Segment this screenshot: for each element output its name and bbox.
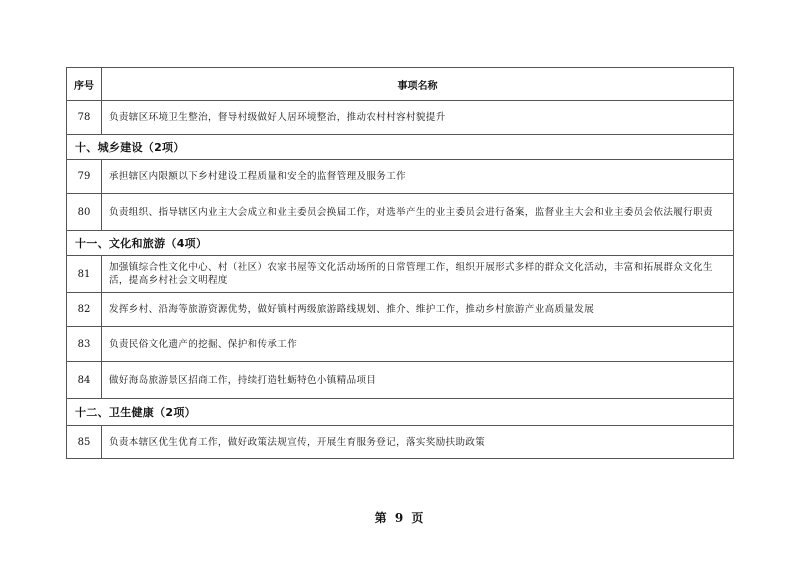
row-text: 做好海岛旅游景区招商工作，持续打造牡蛎特色小镇精品项目 [102,362,734,399]
table-row [67,362,734,399]
table-header-row [67,68,734,101]
row-number: 79 [67,160,102,194]
row-text: 负责组织、指导辖区内业主大会成立和业主委员会换届工作，对选举产生的业主委员会进行备案，监督业主大会和业主委员会依法履行职责 [102,194,734,231]
row-text: 加强镇综合性文化中心、村（社区）农家书屋等文化活动场所的日常管理工作，组织开展形式多样的群众文化活动，丰富和拓展群众文化生活，提高乡村社会文明程度 [102,256,734,293]
row-number: 85 [67,426,102,459]
table-row [67,160,734,194]
header-cell-num: 序号 [67,68,102,101]
row-text: 发挥乡村、沿海等旅游资源优势，做好镇村两级旅游路线规划、推介、维护工作，推动乡村旅游产业高质量发展 [102,293,734,327]
row-number: 78 [67,101,102,135]
section-heading: 十一、文化和旅游（4项） [67,231,734,256]
section-row [67,399,734,426]
row-number: 84 [67,362,102,399]
table-row [67,101,734,135]
table-row [67,256,734,293]
row-number: 83 [67,327,102,362]
row-text: 负责民俗文化遗产的挖掘、保护和传承工作 [102,327,734,362]
table-row [67,327,734,362]
page-number: 第 9 页 [374,511,426,525]
items-table [66,67,734,459]
section-row [67,135,734,160]
table-row [67,426,734,459]
row-text: 承担辖区内限额以下乡村建设工程质量和安全的监督管理及服务工作 [102,160,734,194]
header-cell-name: 事项名称 [102,68,734,101]
row-number: 81 [67,256,102,293]
row-text: 负责本辖区优生优育工作，做好政策法规宣传，开展生育服务登记，落实奖励扶助政策 [102,426,734,459]
section-heading: 十、城乡建设（2项） [67,135,734,160]
row-number: 80 [67,194,102,231]
section-row [67,231,734,256]
table-row [67,293,734,327]
row-text: 负责辖区环境卫生整治，督导村级做好人居环境整治，推动农村村容村貌提升 [102,101,734,135]
row-number: 82 [67,293,102,327]
table-row [67,194,734,231]
section-heading: 十二、卫生健康（2项） [67,399,734,426]
